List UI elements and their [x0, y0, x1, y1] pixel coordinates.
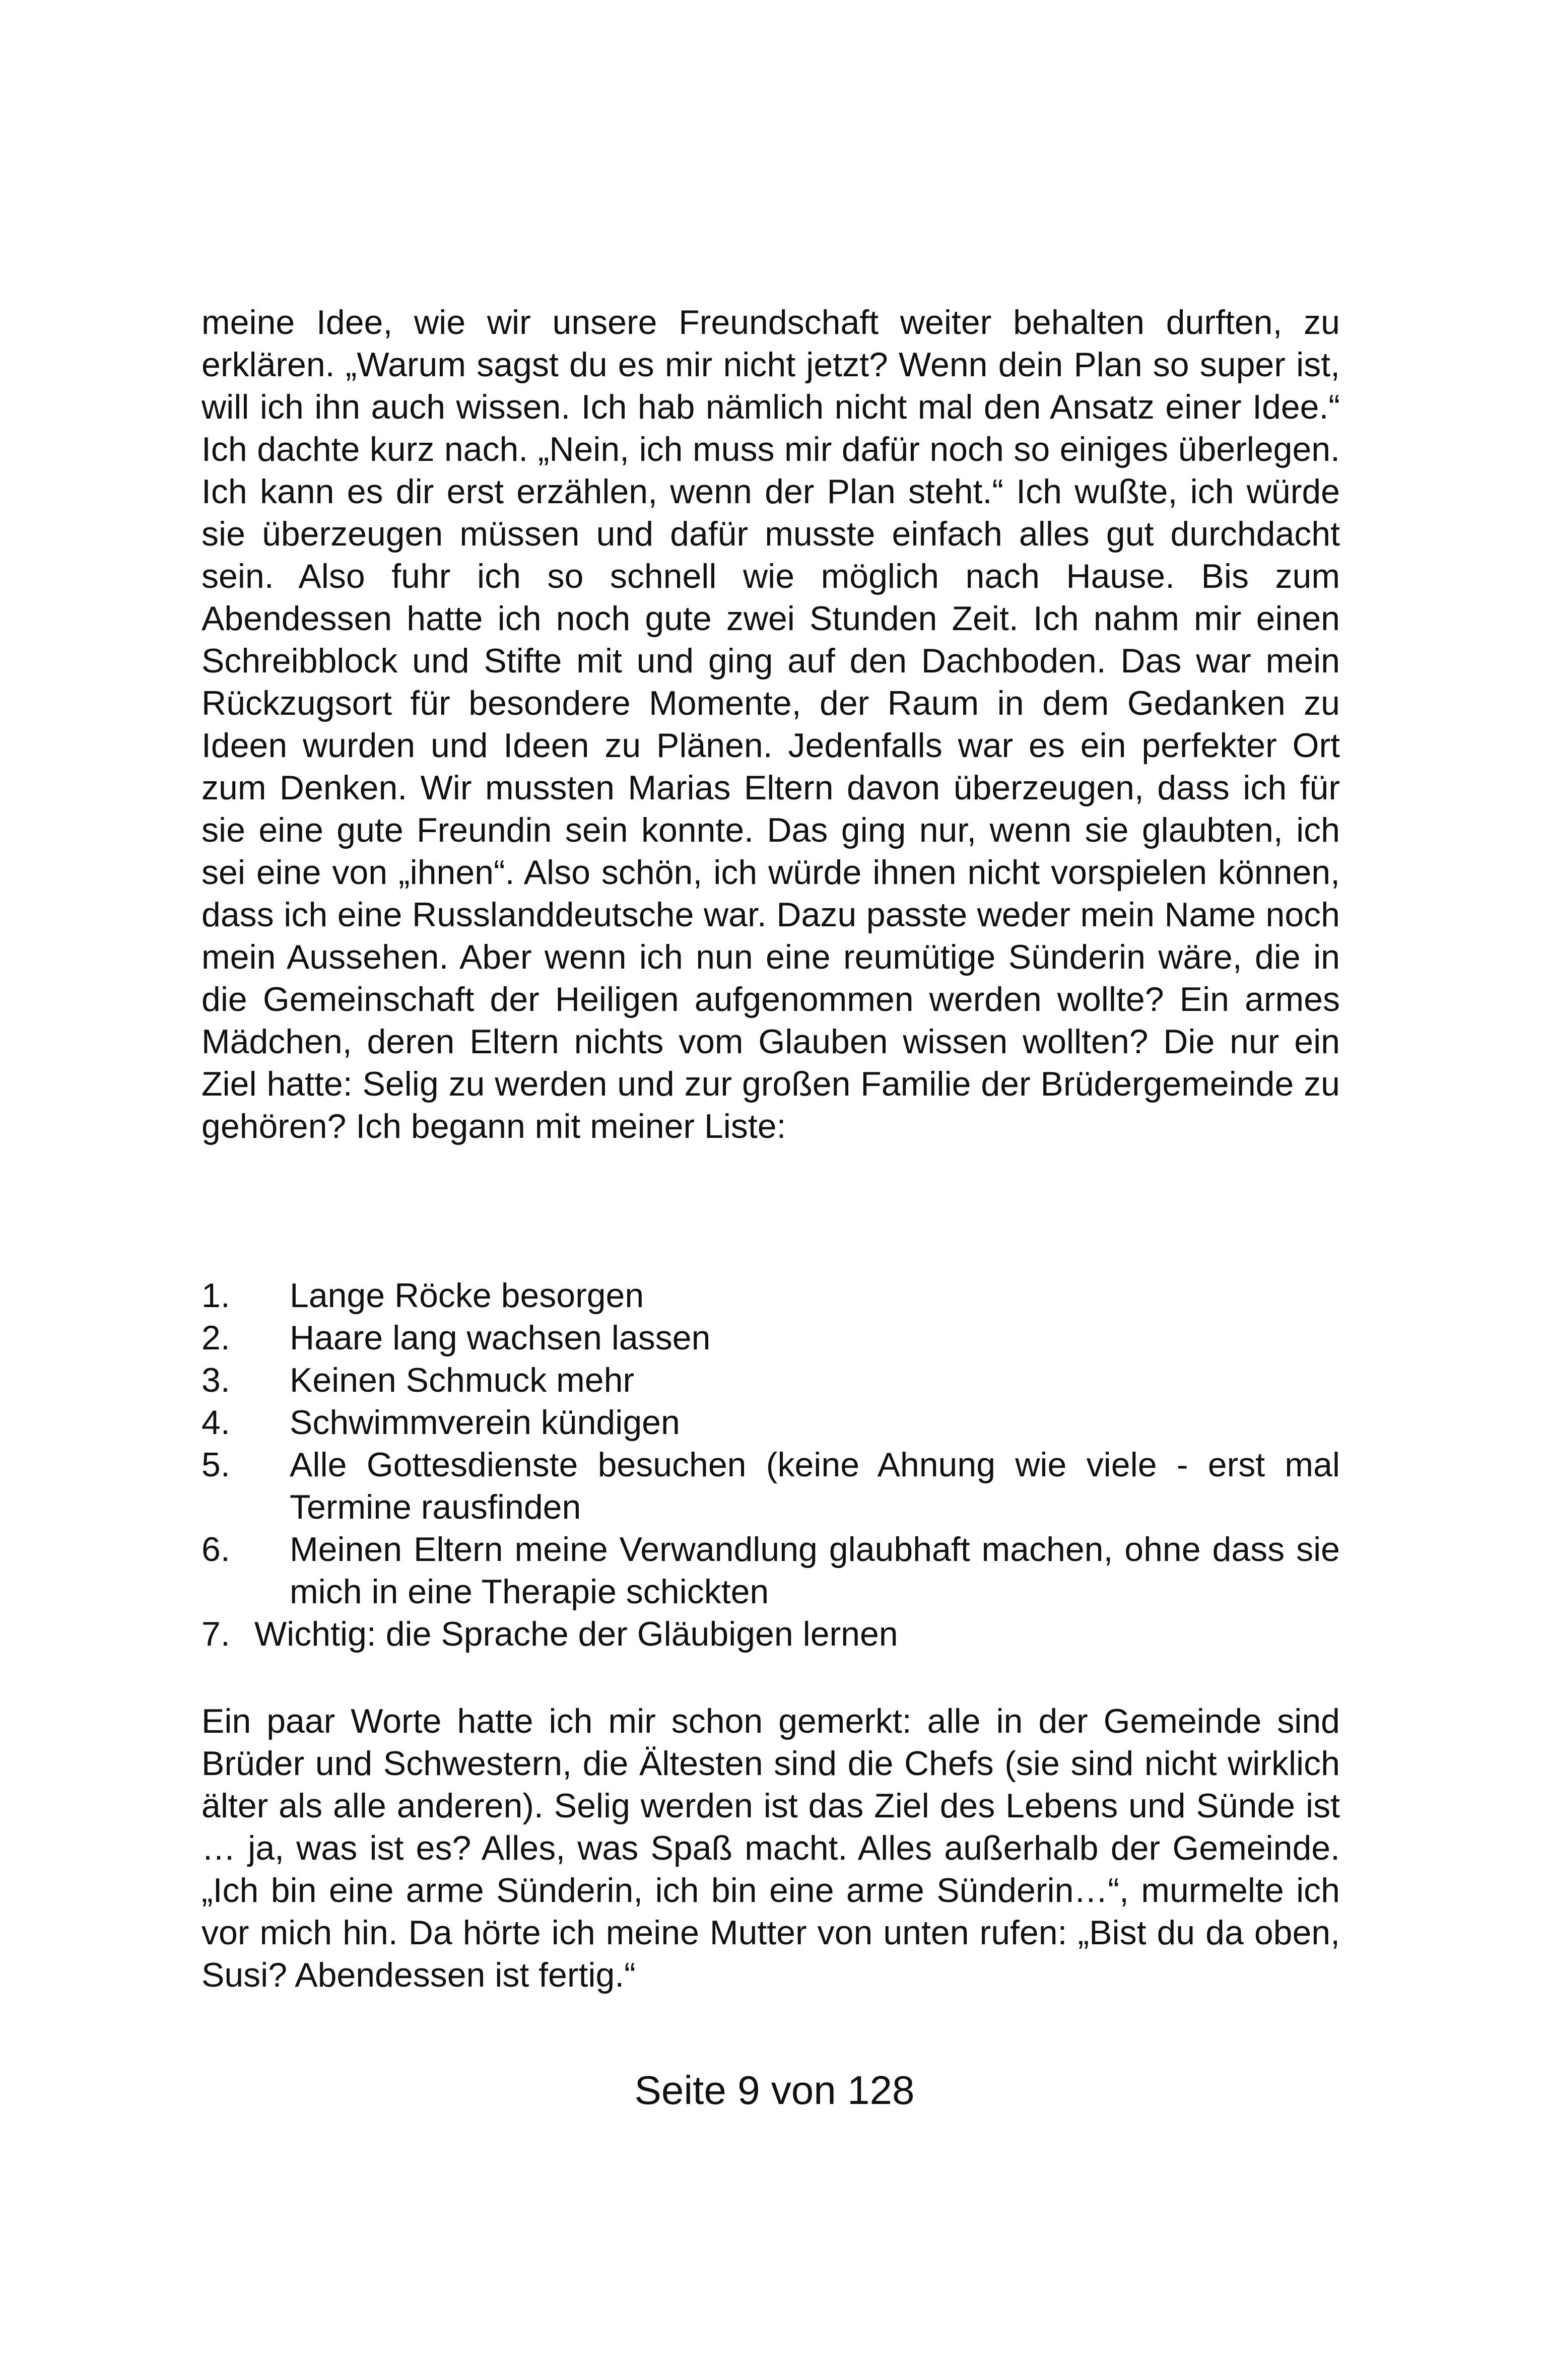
- list-item-text: Keinen Schmuck mehr: [290, 1361, 635, 1399]
- numbered-list: [201, 1274, 1340, 1655]
- list-item: [201, 1613, 1340, 1655]
- list-item-number: 1.: [201, 1276, 230, 1315]
- list-item-number: 4.: [201, 1403, 230, 1442]
- list-item-number: 7.: [201, 1615, 230, 1653]
- list-item-text: Lange Röcke besorgen: [290, 1276, 644, 1315]
- list-item: [201, 1317, 1340, 1359]
- body-paragraph: meine Idee, wie wir unsere Freundschaft weiter behalten durften, zu erklären. „Warum sagst du es mir nicht jetzt? Wenn dein Plan so super ist, will ich ihn auch wissen. Ich hab nämlich nicht mal den Ansatz einer Idee.“ Ich dachte kurz nach. „Nein, ich muss mir dafür noch so einiges überlegen. Ich kann es dir erst erzählen, wenn der Plan steht.“ Ich wußte, ich würde sie überzeugen müssen und dafür musste einfach alles gut durchdacht sein. Also fuhr ich so schnell wie möglich nach Hause. Bis zum Abendessen hatte ich noch gute zwei Stunden Zeit. Ich nahm mir einen Schreibblock und Stifte mit und ging auf den Dachboden. Das war mein Rückzugsort für besondere Momente, der Raum in dem Gedanken zu Ideen wurden und Ideen zu Plänen. Jedenfalls war es ein perfekter Ort zum Denken. Wir mussten Marias Eltern davon überzeugen, dass ich für sie eine gute Freundin sein konnte. Das ging nur, wenn sie glaubten, ich sei eine von „ihnen“. Also schön, ich würde ihnen nicht vorspielen können, dass ich eine Russlanddeutsche war. Dazu passte weder mein Name noch mein Aussehen. Aber wenn ich nun eine reumütige Sünderin wäre, die in die Gemeinschaft der Heiligen aufgenommen werden wollte? Ein armes Mädchen, deren Eltern nichts vom Glauben wissen wollten? Die nur ein Ziel hatte: Selig zu werden und zur großen Familie der Brüdergemeinde zu gehören? Ich begann mit meiner Liste:: [201, 303, 1340, 1145]
- list-item-text: Alle Gottesdienste besuchen (keine Ahnung wie viele - erst mal Termine rausfinden: [290, 1446, 1340, 1526]
- list-item-text: Haare lang wachsen lassen: [290, 1319, 711, 1357]
- list-item: [201, 1444, 1340, 1528]
- list-item-number: 5.: [201, 1446, 230, 1484]
- page-number: Seite 9 von 128: [634, 2068, 915, 2113]
- list-item: [201, 1401, 1340, 1444]
- list-item-text: Schwimmverein kündigen: [290, 1403, 680, 1442]
- list-item-number: 2.: [201, 1319, 230, 1357]
- list-item-text: Wichtig: die Sprache der Gläubigen lernen: [254, 1615, 898, 1653]
- list-item-text: Meinen Eltern meine Verwandlung glaubhaft machen, ohne dass sie mich in eine Therapie schickten: [290, 1530, 1340, 1611]
- body-paragraph: Ein paar Worte hatte ich mir schon gemerkt: alle in der Gemeinde sind Brüder und Schwestern, die Ältesten sind die Chefs (sie sind nicht wirklich älter als alle anderen). Selig werden ist das Ziel des Lebens und Sünde ist … ja, was ist es? Alles, was Spaß macht. Alles außerhalb der Gemeinde. „Ich bin eine arme Sünderin, ich bin eine arme Sünderin…“, murmelte ich vor mich hin. Da hörte ich meine Mutter von unten rufen: „Bist du da oben, Susi? Abendessen ist fertig.“: [201, 1702, 1340, 1994]
- list-item: [201, 1528, 1340, 1613]
- list-item-number: 3.: [201, 1361, 230, 1399]
- list-item: [201, 1359, 1340, 1401]
- list-item-number: 6.: [201, 1530, 230, 1569]
- list-item: [201, 1274, 1340, 1317]
